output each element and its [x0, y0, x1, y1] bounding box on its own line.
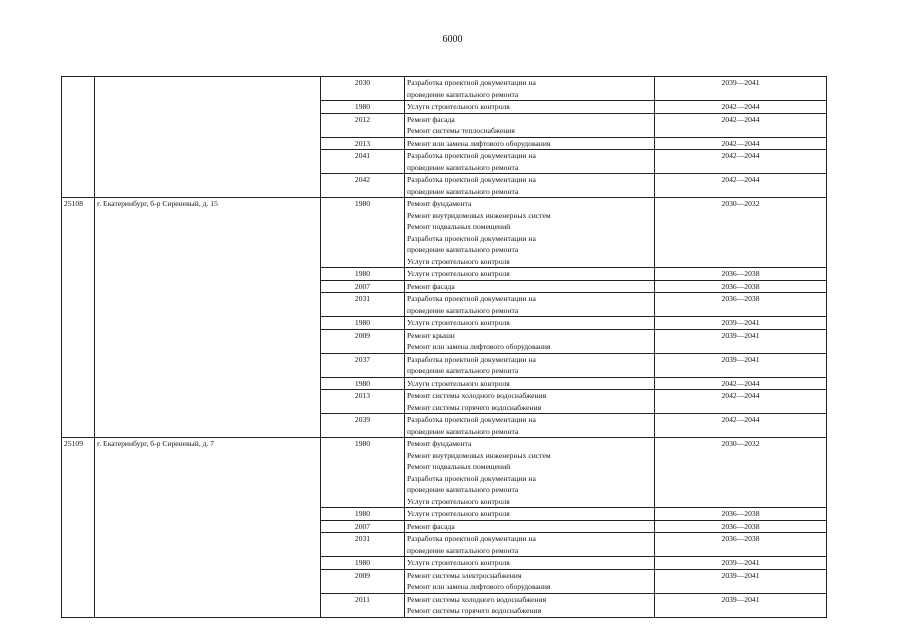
planned-period-cell: 2042—2044: [655, 113, 827, 137]
work-type-line: Услуги строительного контроля: [407, 496, 510, 506]
last-repair-year-cell: 2007: [321, 520, 405, 533]
planned-period-cell: 2039—2041: [655, 353, 827, 377]
work-type-line: Ремонт фасада: [407, 114, 455, 124]
work-type-line: Ремонт системы холодного водоснабжения: [407, 594, 547, 604]
work-type-cell: [405, 377, 655, 390]
last-repair-year-cell: 1980: [321, 377, 405, 390]
work-type-line: Ремонт крыши: [407, 330, 455, 340]
planned-period-cell: 2036—2038: [655, 533, 827, 557]
work-type-cell: [405, 520, 655, 533]
last-repair-year-cell: 2037: [321, 353, 405, 377]
work-type-line: Услуги строительного контроля: [407, 509, 510, 518]
work-type-line: Разработка проектной документации на: [407, 78, 536, 87]
work-type-cell: [405, 77, 655, 101]
work-type-line: Ремонт системы холодного водоснабжения: [407, 391, 547, 400]
last-repair-year-cell: 1980: [321, 508, 405, 521]
planned-period-cell: 2039—2041: [655, 329, 827, 353]
planned-period-cell: 2042—2044: [655, 174, 827, 198]
building-address-cell: г. Екатеринбург, б-р Сиреневый, д. 7: [95, 438, 321, 618]
table-row: [62, 198, 827, 268]
work-type-cell: [405, 414, 655, 438]
last-repair-year-cell: 1980: [321, 198, 405, 268]
work-type-cell: [405, 317, 655, 330]
work-type-cell: [405, 533, 655, 557]
last-repair-year-cell: 2009: [321, 329, 405, 353]
work-type-line: Ремонт системы горячего водоснабжения: [407, 606, 542, 615]
last-repair-year-cell: 2039: [321, 414, 405, 438]
planned-period-cell: 2039—2041: [655, 593, 827, 617]
work-type-line: проведение капитального ремонта: [407, 89, 519, 99]
planned-period-cell: 2030—2032: [655, 438, 827, 508]
planned-period-cell: 2042—2044: [655, 150, 827, 174]
table-row: [62, 77, 827, 101]
work-type-line: проведение капитального ремонта: [407, 485, 519, 494]
work-type-line: Ремонт системы теплоснабжения: [407, 126, 515, 135]
last-repair-year-cell: 2013: [321, 390, 405, 414]
last-repair-year-cell: 2030: [321, 77, 405, 101]
last-repair-year-cell: 2011: [321, 593, 405, 617]
work-type-line: проведение капитального ремонта: [407, 366, 519, 375]
building-address-cell: г. Екатеринбург, б-р Сиреневый, д. 15: [95, 198, 321, 438]
work-type-line: Разработка проектной документации на: [407, 233, 536, 243]
work-type-line: проведение капитального ремонта: [407, 186, 519, 196]
work-type-cell: [405, 390, 655, 414]
planned-period-cell: 2042—2044: [655, 137, 827, 150]
work-type-cell: [405, 101, 655, 114]
work-type-line: Ремонт системы горячего водоснабжения: [407, 402, 542, 412]
work-type-line: Услуги строительного контроля: [407, 378, 510, 388]
planned-period-cell: 2036—2038: [655, 508, 827, 521]
work-type-line: Ремонт фундамента: [407, 439, 472, 448]
building-number-cell: [62, 77, 95, 198]
last-repair-year-cell: 2031: [321, 533, 405, 557]
work-type-line: Услуги строительного контроля: [407, 318, 510, 327]
last-repair-year-cell: 2031: [321, 293, 405, 317]
work-type-cell: [405, 293, 655, 317]
last-repair-year-cell: 1980: [321, 438, 405, 508]
work-type-cell: [405, 438, 655, 508]
planned-period-cell: 2039—2041: [655, 77, 827, 101]
last-repair-year-cell: 2012: [321, 113, 405, 137]
planned-period-cell: 2036—2038: [655, 520, 827, 533]
planned-period-cell: 2030—2032: [655, 198, 827, 268]
work-type-cell: [405, 137, 655, 150]
work-type-line: Разработка проектной документации на: [407, 294, 536, 303]
work-type-line: Ремонт или замена лифтового оборудования: [407, 138, 551, 148]
table-row: [62, 438, 827, 508]
last-repair-year-cell: 1980: [321, 268, 405, 281]
work-type-line: Разработка проектной документации на: [407, 534, 536, 543]
work-type-line: Ремонт фундамента: [407, 199, 472, 208]
work-type-cell: [405, 569, 655, 593]
building-number-cell: 25108: [62, 198, 95, 438]
work-type-line: Ремонт или замена лифтового оборудования: [407, 342, 551, 351]
last-repair-year-cell: 1980: [321, 101, 405, 114]
planned-period-cell: 2036—2038: [655, 293, 827, 317]
work-type-line: Ремонт или замена лифтового оборудования: [407, 582, 551, 591]
planned-period-cell: 2042—2044: [655, 390, 827, 414]
last-repair-year-cell: 1980: [321, 317, 405, 330]
last-repair-year-cell: 2009: [321, 569, 405, 593]
planned-period-cell: 2039—2041: [655, 569, 827, 593]
work-type-line: Услуги строительного контроля: [407, 256, 510, 266]
planned-period-cell: 2036—2038: [655, 268, 827, 281]
last-repair-year-cell: 2007: [321, 280, 405, 293]
work-type-cell: [405, 198, 655, 268]
planned-period-cell: 2039—2041: [655, 317, 827, 330]
planned-period-cell: 2042—2044: [655, 414, 827, 438]
building-number-cell: 25109: [62, 438, 95, 618]
work-type-cell: [405, 113, 655, 137]
work-type-line: Ремонт внутридомовых инженерных систем: [407, 210, 551, 220]
work-type-line: Разработка проектной документации на: [407, 354, 536, 364]
table-body: [62, 77, 827, 618]
work-type-line: проведение капитального ремонта: [407, 545, 519, 555]
planned-period-cell: 2039—2041: [655, 557, 827, 570]
work-type-line: Ремонт фасада: [407, 281, 455, 291]
work-type-line: Разработка проектной документации на: [407, 473, 536, 483]
work-type-line: Ремонт подвальных помещений: [407, 462, 511, 471]
work-type-cell: [405, 508, 655, 521]
work-type-line: проведение капитального ремонта: [407, 245, 519, 254]
last-repair-year-cell: 1980: [321, 557, 405, 570]
work-type-line: Разработка проектной документации на: [407, 175, 536, 184]
work-type-line: Услуги строительного контроля: [407, 269, 510, 278]
work-type-line: проведение капитального ремонта: [407, 162, 519, 172]
work-type-line: Разработка проектной документации на: [407, 151, 536, 160]
work-type-line: проведение капитального ремонта: [407, 426, 519, 436]
work-type-cell: [405, 593, 655, 617]
building-address-cell: [95, 77, 321, 198]
last-repair-year-cell: 2013: [321, 137, 405, 150]
work-type-cell: [405, 174, 655, 198]
planned-period-cell: 2042—2044: [655, 377, 827, 390]
work-type-line: Услуги строительного контроля: [407, 102, 510, 111]
work-type-cell: [405, 557, 655, 570]
last-repair-year-cell: 2042: [321, 174, 405, 198]
work-type-cell: [405, 353, 655, 377]
work-type-line: Ремонт подвальных помещений: [407, 222, 511, 231]
work-type-cell: [405, 329, 655, 353]
planned-period-cell: 2036—2038: [655, 280, 827, 293]
capital-repair-table: [61, 76, 827, 618]
work-type-line: Ремонт системы электроснабжения: [407, 570, 522, 580]
work-type-cell: [405, 150, 655, 174]
planned-period-cell: 2042—2044: [655, 101, 827, 114]
work-type-line: Ремонт фасада: [407, 521, 455, 531]
work-type-line: Услуги строительного контроля: [407, 558, 510, 567]
work-type-cell: [405, 280, 655, 293]
last-repair-year-cell: 2041: [321, 150, 405, 174]
work-type-line: проведение капитального ремонта: [407, 305, 519, 315]
page-number: 6000: [442, 34, 463, 45]
work-type-line: Разработка проектной документации на: [407, 415, 536, 424]
work-type-line: Ремонт внутридомовых инженерных систем: [407, 450, 551, 460]
work-type-cell: [405, 268, 655, 281]
